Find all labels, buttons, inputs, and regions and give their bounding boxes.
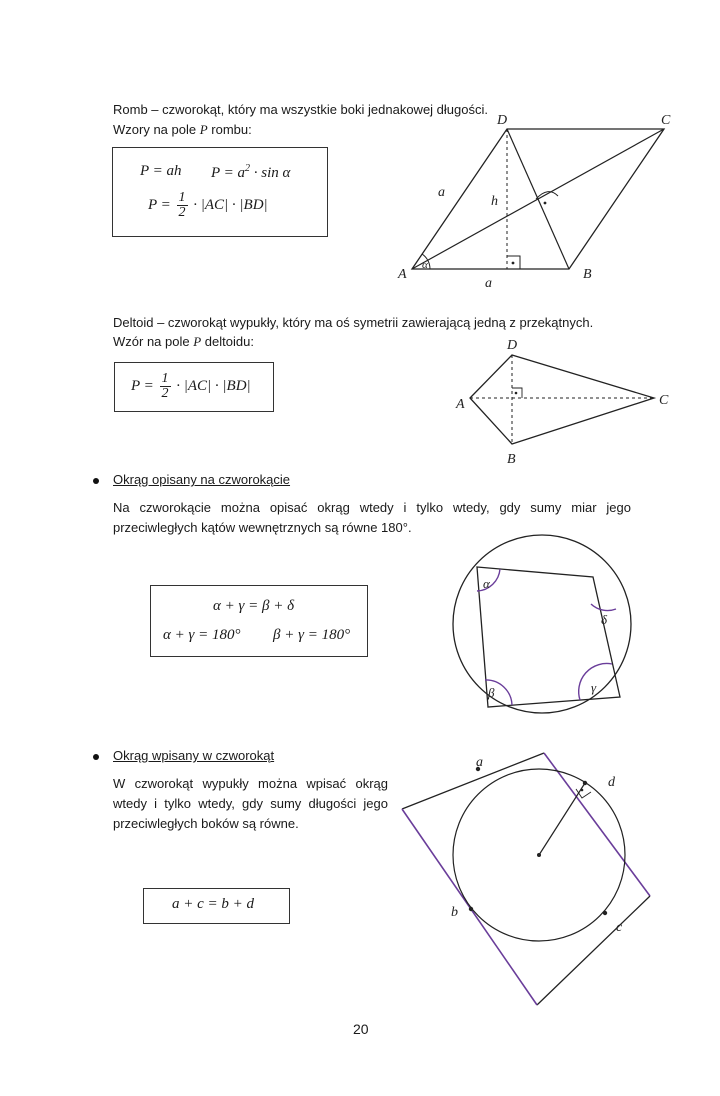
inscribed-heading: Okrąg wpisany w czworokąt <box>113 748 275 763</box>
rhombus-label-c: C <box>661 113 671 128</box>
insc-label-b: b <box>451 905 458 920</box>
rhombus-label-a-vertex: A <box>398 267 407 282</box>
rhombus-f2-base: P = a <box>211 165 246 181</box>
kite-f-rhs: · |AC| · |BD| <box>176 377 251 394</box>
inscribed-radius <box>539 783 585 855</box>
rhombus-f2-exp: 2 <box>245 163 251 174</box>
rhombus-f2-tail: · sin α <box>253 165 291 181</box>
kite-formula-var: P <box>193 334 202 349</box>
kite-f-den: 2 <box>161 386 169 401</box>
inscribed-right-angle-dot <box>581 789 584 792</box>
circ-label-alpha: α <box>483 576 490 591</box>
inscribed-formula: a + c = b + d <box>172 896 255 912</box>
circumscribed-heading: Okrąg opisany na czworokącie <box>113 472 291 487</box>
kite-f-num: 1 <box>161 371 169 386</box>
rhombus-f3-lhs: P = <box>148 196 171 213</box>
kite-label-b: B <box>507 452 516 467</box>
kite-label-c: C <box>659 393 669 408</box>
circ-label-beta: β <box>488 685 495 700</box>
inscribed-side-b <box>402 809 537 1005</box>
inscribed-side-d <box>544 753 650 896</box>
rhombus-label-h: h <box>491 194 498 209</box>
rhombus-label-alpha: α <box>422 259 428 271</box>
rhombus-label-base-a: a <box>485 276 492 291</box>
rhombus-definition: Romb – czworokąt, który ma wszystkie boki jednakowej długości. <box>113 102 488 117</box>
rhombus-f3-den: 2 <box>178 205 186 220</box>
circumscribed-formula-2: α + γ = 180° <box>163 627 241 643</box>
rhombus-formulas-intro-text: Wzory na pole <box>113 122 197 137</box>
insc-label-a: a <box>476 755 483 770</box>
kite-formula-tail: deltoidu: <box>204 334 254 349</box>
circ-label-gamma: γ <box>591 680 597 695</box>
rhombus-formulas-var: P <box>199 122 208 137</box>
insc-label-d: d <box>608 775 615 790</box>
inscribed-side-c <box>537 896 650 1005</box>
circumscribed-text: Na czworokącie można opisać okrąg wtedy i tylko wtedy, gdy sumy miar jego przeciwległych kątów wewnętrznych są równe 180°. <box>113 500 631 535</box>
tangent-point-c <box>603 911 607 915</box>
rhombus-label-b: B <box>583 267 592 282</box>
rhombus-f3-rhs: · |AC| · |BD| <box>193 196 268 213</box>
rhombus-f3-num: 1 <box>178 190 186 205</box>
circumscribed-formula-1: α + γ = β + δ <box>213 598 295 614</box>
circumscribed-formula-3: β + γ = 180° <box>273 627 351 643</box>
rhombus-formula-ah: P = ah <box>140 163 182 179</box>
tangent-point-b <box>469 907 473 911</box>
kite-label-d: D <box>507 338 518 353</box>
inscribed-text: W czworokąt wypukły można wpisać okrąg wtedy i tylko wtedy, gdy sumy długości jego przeciwległych boków są równe. <box>113 776 388 831</box>
tangent-point-d <box>583 781 587 785</box>
kite-formula-intro-text: Wzór na pole <box>113 334 190 349</box>
kite-label-a: A <box>456 397 465 412</box>
kite-definition: Deltoid – czworokąt wypukły, który ma oś symetrii zawierającą jedną z przekątnych. <box>113 315 594 330</box>
rhombus-label-side-a: a <box>438 185 445 200</box>
circ-label-delta: δ <box>601 612 608 627</box>
rhombus-label-d: D <box>497 113 508 128</box>
page-number: 20 <box>353 1021 369 1037</box>
kite-f-lhs: P = <box>131 377 154 394</box>
insc-label-c: c <box>616 920 623 935</box>
rhombus-formulas-tail: rombu: <box>211 122 252 137</box>
